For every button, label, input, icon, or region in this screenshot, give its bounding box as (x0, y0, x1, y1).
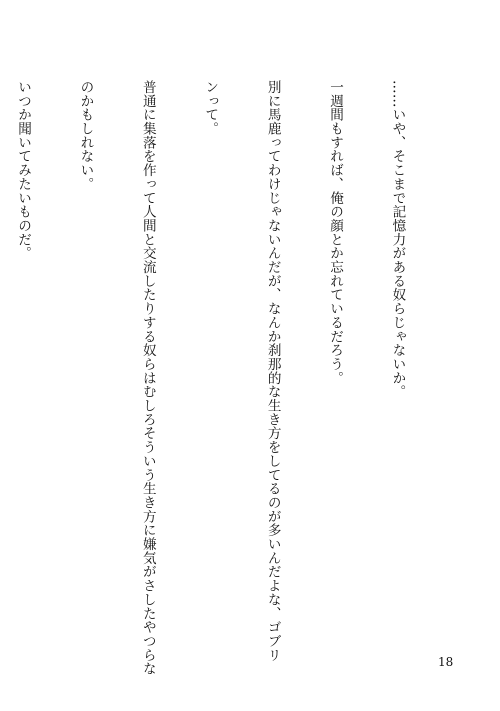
page-number: 18 (438, 655, 454, 669)
text-line: ンって。 (202, 80, 219, 136)
text-line: 一週間もすれば、俺の顔とか忘れているだろう。 (327, 80, 344, 385)
text-line: のかもしれない。 (77, 80, 94, 191)
text-line: ……いや、そこまで記憶力がある奴らじゃないか。 (389, 80, 406, 399)
text-line: いつか聞いてみたいものだ。 (15, 80, 32, 261)
text-line: 別に馬鹿ってわけじゃないんだが、なんか刹那的な生き方をしてるのが多いんだよな、ゴブリ (264, 80, 281, 662)
text-line: 普通に集落を作って人間と交流したりする奴らはむしろそういう生き方に嫌気がさしたやつらな (139, 80, 156, 676)
